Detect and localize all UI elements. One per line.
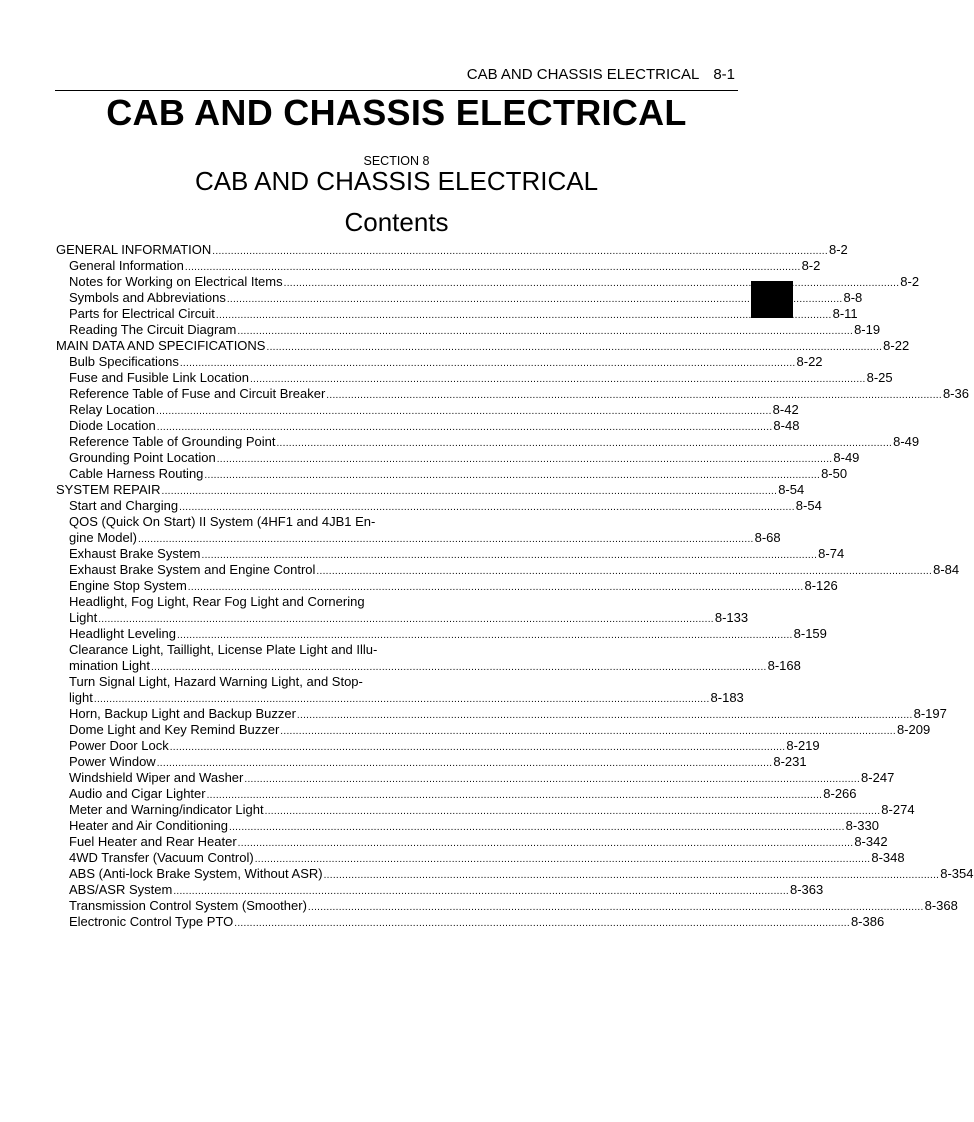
toc-dot-leader: ........................................................................................................................................................................................................ [283,278,900,289]
toc-page-number: 8-48 [773,418,800,433]
toc-entry[interactable] [56,562,960,578]
toc-entry-title: Reading The Circuit Diagram [69,322,237,337]
toc-entry[interactable] [56,466,848,482]
toc-entry[interactable] [56,610,749,626]
toc-entry-title: Exhaust Brake System [69,546,201,561]
toc-entry[interactable] [56,754,807,770]
toc-entry-title: Engine Stop System [69,578,187,593]
page-number: 8-1 [713,66,735,83]
toc-entry-title: Heater and Air Conditioning [69,818,228,833]
toc-dot-leader: ........................................................................................................................................................................................................ [156,406,772,417]
toc-entry-title: gine Model) [69,530,137,545]
section-title: CAB AND CHASSIS ELECTRICAL [194,166,599,196]
toc-entry[interactable] [56,706,947,722]
toc-page-number: 8-2 [801,258,821,273]
toc-dot-leader: ........................................................................................................................................................................................................ [93,694,710,705]
toc-entry[interactable] [56,898,958,914]
toc-entry-title: Audio and Cigar Lighter [69,786,206,801]
toc-entry-title: Symbols and Abbreviations [69,290,226,305]
toc-entry-title: Fuel Heater and Rear Heater [69,834,237,849]
toc-page-number: 8-11 [832,306,858,321]
toc-page-number: 8-348 [871,850,905,865]
toc-page-number: 8-342 [854,834,888,849]
toc-page-number: 8-19 [854,322,881,337]
toc-page-number: 8-168 [767,658,801,673]
toc-dot-leader: ........................................................................................................................................................................................................ [264,806,881,817]
toc-entry[interactable] [56,306,858,322]
toc-dot-leader: ........................................................................................................................................................................................................ [201,550,818,561]
toc-entry[interactable] [56,450,860,466]
toc-dot-leader: ........................................................................................................................................................................................................ [229,822,845,833]
toc-entry-title: Cable Harness Routing [69,466,204,481]
toc-entry-title: Windshield Wiper and Washer [69,770,244,785]
toc-entry[interactable] [56,850,905,866]
toc-page-number: 8-368 [924,898,958,913]
toc-dot-leader: ........................................................................................................................................................................................................ [296,710,913,721]
toc-entry[interactable] [56,722,931,738]
toc-entry[interactable] [56,418,800,434]
toc-page-number: 8-49 [833,450,860,465]
toc-entry-title: QOS (Quick On Start) II System (4HF1 and 4JB1 En- [69,514,376,529]
toc-dot-leader: ........................................................................................................................................................................................................ [179,358,796,369]
toc-dot-leader: ........................................................................................................................................................................................................ [244,774,861,785]
toc-page-number: 8-183 [710,690,744,705]
toc-dot-leader: ........................................................................................................................................................................................................ [169,742,786,753]
toc-entry-title: ABS/ASR System [69,882,173,897]
toc-dot-leader: ........................................................................................................................................................................................................ [215,310,832,321]
toc-entry-title: MAIN DATA AND SPECIFICATIONS [56,338,266,353]
toc-entry[interactable] [56,354,823,370]
toc-page-number: 8-330 [845,818,879,833]
toc-page-number: 8-36 [942,386,969,401]
toc-page-number: 8-133 [714,610,749,625]
toc-entry[interactable] [56,802,915,818]
toc-page-number: 8-84 [933,562,960,577]
toc-page-number: 8-54 [795,498,822,513]
toc-dot-leader: ........................................................................................................................................................................................................ [326,390,942,401]
toc-entry[interactable] [56,370,893,386]
toc-entry[interactable] [56,770,895,786]
toc-dot-leader: ........................................................................................................................................................................................................ [280,726,896,737]
header-rule [55,90,738,91]
toc-dot-leader: ........................................................................................................................................................................................................ [184,262,801,273]
toc-entry[interactable] [56,434,920,450]
toc-entry-title: General Information [69,258,184,273]
toc-page-number: 8-219 [786,738,820,753]
toc-entry-title: Fuse and Fusible Link Location [69,370,249,385]
toc-page-number: 8-22 [883,338,910,353]
toc-dot-leader: ........................................................................................................................................................................................................ [204,470,821,481]
toc-dot-leader: ........................................................................................................................................................................................................ [156,422,773,433]
toc-page-number: 8-68 [754,530,781,545]
toc-page-number: 8-363 [789,882,824,897]
toc-entry-title: ABS (Anti-lock Brake System, Without ASR) [69,866,323,881]
table-of-contents [56,242,974,930]
toc-entry[interactable] [56,578,838,594]
toc-entry-title: Start and Charging [69,498,179,513]
toc-page-number: 8-49 [893,434,920,449]
toc-page-number: 8-22 [796,354,823,369]
toc-entry-title: 4WD Transfer (Vacuum Control) [69,850,254,865]
running-header [467,66,735,83]
toc-entry[interactable] [56,258,821,274]
toc-dot-leader: ........................................................................................................................................................................................................ [137,534,754,545]
toc-dot-leader: ........................................................................................................................................................................................................ [266,342,883,353]
toc-entry[interactable] [56,642,379,658]
toc-page-number: 8-2 [900,274,920,289]
toc-page-number: 8-209 [896,722,931,737]
toc-page-number: 8-231 [773,754,807,769]
toc-entry-title: Horn, Backup Light and Backup Buzzer [69,706,296,721]
toc-entry[interactable] [56,402,799,418]
toc-dot-leader: ........................................................................................................................................................................................................ [307,902,924,913]
toc-entry[interactable] [56,786,857,802]
toc-entry-title: SYSTEM REPAIR [56,482,161,497]
toc-entry[interactable] [56,546,845,562]
running-header-title: CAB AND CHASSIS ELECTRICAL [466,66,700,83]
toc-entry[interactable] [56,322,881,338]
toc-entry-title: Light [69,610,98,625]
toc-dot-leader: ........................................................................................................................................................................................................ [254,854,871,865]
toc-entry-title: Power Door Lock [69,738,169,753]
toc-dot-leader: ........................................................................................................................................................................................................ [156,758,773,769]
toc-page-number: 8-50 [821,466,848,481]
toc-entry[interactable] [56,530,781,546]
toc-section-entry[interactable] [56,242,848,258]
toc-page-number: 8-42 [772,402,799,417]
toc-entry-title: mination Light [69,658,150,673]
toc-entry-title: Reference Table of Grounding Point [69,434,276,449]
toc-dot-leader: ........................................................................................................................................................................................................ [323,870,940,881]
toc-page-number: 8-266 [823,786,857,801]
toc-dot-leader: ........................................................................................................................................................................................................ [173,886,789,897]
toc-entry-title: Parts for Electrical Circuit [69,306,215,321]
toc-dot-leader: ........................................................................................................................................................................................................ [206,790,823,801]
toc-page-number: 8-159 [793,626,827,641]
toc-dot-leader: ........................................................................................................................................................................................................ [249,374,866,385]
toc-page-number: 8-126 [804,578,838,593]
toc-entry-title: Dome Light and Key Remind Buzzer [69,722,280,737]
toc-entry-title: Headlight, Fog Light, Rear Fog Light and Cornering [69,594,365,609]
toc-dot-leader: ........................................................................................................................................................................................................ [234,918,850,929]
toc-section-entry[interactable] [56,482,805,498]
toc-entry-title: light [69,690,93,705]
toc-page-number: 8-74 [818,546,845,561]
toc-dot-leader: ........................................................................................................................................................................................................ [179,502,795,513]
toc-entry-title: Grounding Point Location [69,450,216,465]
toc-page-number: 8-54 [778,482,805,497]
toc-dot-leader: ........................................................................................................................................................................................................ [212,246,828,257]
toc-entry-title: Clearance Light, Taillight, License Plate Light and Illu- [69,642,378,657]
toc-entry-title: GENERAL INFORMATION [56,242,212,257]
toc-dot-leader: ........................................................................................................................................................................................................ [176,630,793,641]
toc-entry-title: Power Window [69,754,156,769]
toc-entry-title: Transmission Control System (Smoother) [69,898,307,913]
toc-entry[interactable] [56,882,824,898]
toc-entry-title: Diode Location [69,418,156,433]
toc-page-number: 8-2 [828,242,848,257]
toc-entry-title: Bulb Specifications [69,354,179,369]
toc-entry[interactable] [56,738,820,754]
toc-entry[interactable] [56,690,744,706]
toc-page-number: 8-247 [861,770,895,785]
toc-entry-title: Headlight Leveling [69,626,176,641]
toc-page-number: 8-354 [940,866,974,881]
toc-entry-title: Electronic Control Type PTO [69,914,234,929]
toc-entry[interactable] [56,594,379,610]
toc-dot-leader: ........................................................................................................................................................................................................ [226,294,843,305]
toc-entry-title: Relay Location [69,402,155,417]
page-title: CAB AND CHASSIS ELECTRICAL [106,92,687,133]
toc-page-number: 8-386 [850,914,885,929]
contents-heading: Contents [344,207,449,237]
toc-dot-leader: ........................................................................................................................................................................................................ [216,454,833,465]
toc-dot-leader: ........................................................................................................................................................................................................ [161,486,778,497]
toc-dot-leader: ........................................................................................................................................................................................................ [316,566,933,577]
toc-entry[interactable] [56,818,879,834]
toc-entry-title: Notes for Working on Electrical Items [69,274,283,289]
section-label: SECTION 8 [363,154,430,168]
toc-entry[interactable] [56,626,827,642]
toc-entry[interactable] [56,674,379,690]
toc-dot-leader: ........................................................................................................................................................................................................ [150,662,767,673]
toc-dot-leader: ........................................................................................................................................................................................................ [187,582,804,593]
toc-entry[interactable] [56,290,863,306]
toc-entry[interactable] [56,274,920,290]
toc-dot-leader: ........................................................................................................................................................................................................ [237,326,854,337]
toc-page-number: 8-25 [866,370,893,385]
toc-entry-title: Turn Signal Light, Hazard Warning Light, and Stop- [69,674,363,689]
toc-entry[interactable] [56,658,801,674]
toc-dot-leader: ........................................................................................................................................................................................................ [98,614,714,625]
toc-page-number: 8-274 [881,802,915,817]
toc-dot-leader: ........................................................................................................................................................................................................ [237,838,854,849]
toc-section-entry[interactable] [56,338,910,354]
toc-entry[interactable] [56,514,379,530]
toc-entry[interactable] [56,914,885,930]
toc-entry-title: Reference Table of Fuse and Circuit Breaker [69,386,326,401]
toc-entry[interactable] [56,834,888,850]
toc-page-number: 8-197 [913,706,947,721]
toc-entry-title: Exhaust Brake System and Engine Control [69,562,316,577]
toc-entry[interactable] [56,386,969,402]
toc-entry-title: Meter and Warning/indicator Light [69,802,264,817]
toc-entry[interactable] [56,866,974,882]
toc-entry[interactable] [56,498,822,514]
toc-page-number: 8-8 [843,290,863,305]
toc-dot-leader: ........................................................................................................................................................................................................ [276,438,893,449]
